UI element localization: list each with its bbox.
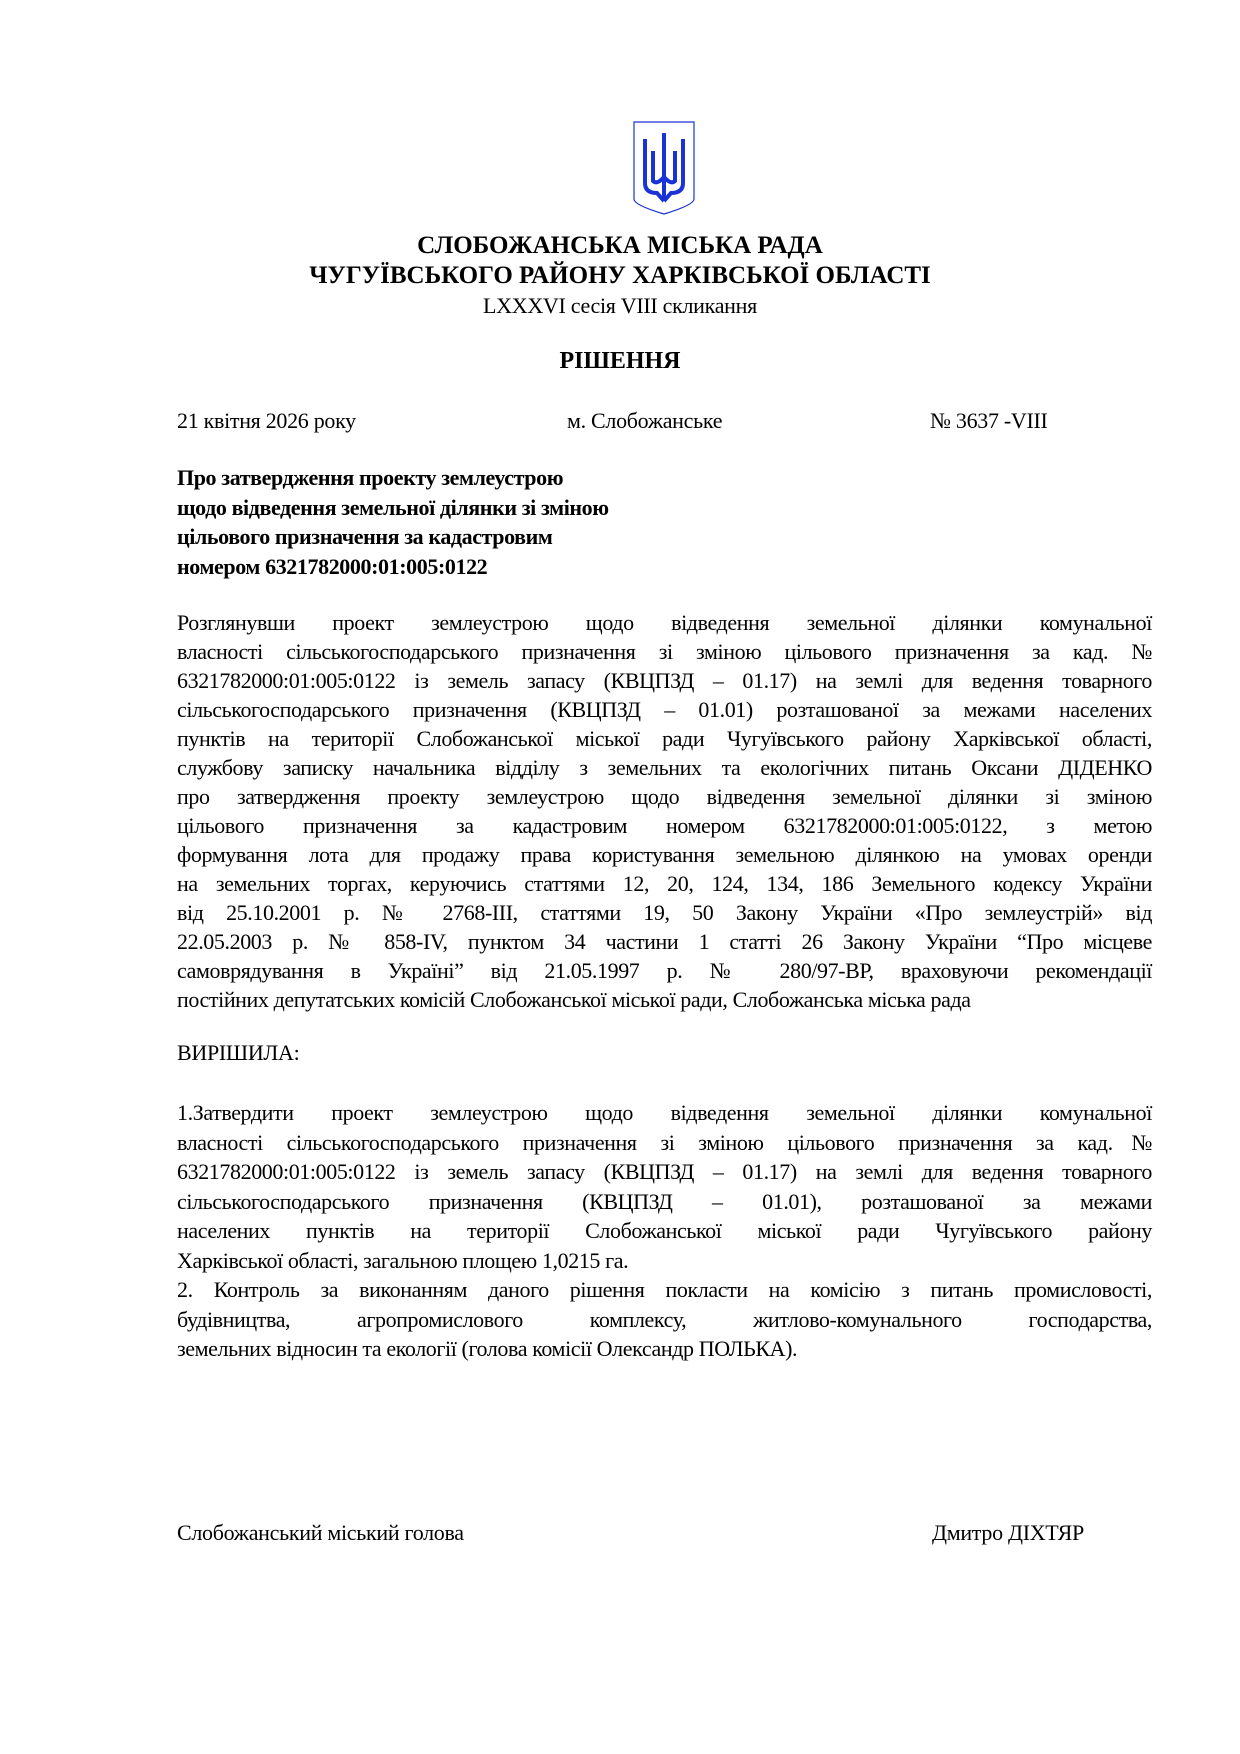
preamble-line: на земельних торгах, керуючись статтями 12, 20, 124, 134, 186 Земельного кодексу України xyxy=(177,871,1152,896)
preamble-line: постійних депутатських комісій Слобожанської міської ради, Слобожанська міська рада xyxy=(177,987,971,1012)
subject-line: номером 6321782000:01:005:0122 xyxy=(177,553,488,579)
preamble-line: формування лота для продажу права користування земельною ділянкою на умовах оренди xyxy=(177,842,1152,867)
items-line: Харківської області, загальною площею 1,0215 га. xyxy=(177,1247,629,1273)
preamble-line: 22.05.2003 р. № 858-IV, пунктом 34 частини 1 статті 26 Закону України “Про місцеве xyxy=(177,929,1152,954)
items-line: населених пунктів на території Слобожанської міської ради Чугуївського району xyxy=(177,1218,1152,1243)
preamble-line: сільськогосподарського призначення (КВЦПЗД – 01.01) розташованої за межами населених xyxy=(177,697,1152,722)
subject-line: Про затвердження проекту землеустрою xyxy=(177,465,564,490)
items-line: будівництва, агропромислового комплексу, житлово-комунального господарства, xyxy=(177,1306,1152,1332)
items-line: земельних відносин та екології (голова комісії Олександр ПОЛЬКА). xyxy=(177,1336,798,1361)
items-line: 1.Затвердити проект землеустрою щодо відведення земельної ділянки комунальної xyxy=(177,1100,1152,1125)
signature-position: Слобожанський міський голова xyxy=(177,1520,464,1545)
preamble-line: 6321782000:01:005:0122 із земель запасу (КВЦПЗД – 01.17) на землі для ведення товарного xyxy=(177,668,1152,693)
preamble-line: Розглянувши проект землеустрою щодо відведення земельної ділянки комунальної xyxy=(177,610,1152,635)
resolved-heading: ВИРІШИЛА: xyxy=(177,1040,300,1065)
decision-date: 21 квітня 2026 року xyxy=(177,408,356,433)
preamble-line: від 25.10.2001 р. № 2768-ІІІ, статтями 19, 50 Закону України «Про землеустрій» від xyxy=(177,900,1152,925)
session-label: LXXXVI сесія VIII скликання xyxy=(483,293,757,318)
preamble-line: самоврядування в Україні” від 21.05.1997 р. № 280/97-ВР, враховуючи рекомендації xyxy=(177,958,1152,983)
decision-number: № 3637 -VIII xyxy=(930,408,1048,433)
preamble-line: власності сільськогосподарського призначення зі зміною цільового призначення за кад. № xyxy=(177,639,1152,664)
council-name: СЛОБОЖАНСЬКА МІСЬКА РАДА xyxy=(417,232,823,259)
items-line: 2. Контроль за виконанням даного рішення покласти на комісію з питань промисловості, xyxy=(177,1277,1152,1302)
decision-place: м. Слобожанське xyxy=(567,408,723,433)
preamble-line: службову записку начальника відділу з земельних та екологічних питань Оксани ДІДЕНКО xyxy=(177,755,1152,780)
document-type: РІШЕННЯ xyxy=(559,348,681,374)
signature-name: Дмитро ДІХТЯР xyxy=(932,1520,1084,1545)
items-line: 6321782000:01:005:0122 із земель запасу (КВЦПЗД – 01.17) на землі для ведення товарного xyxy=(177,1159,1152,1184)
subject-line: щодо відведення земельної ділянки зі зміною xyxy=(177,494,609,520)
items-line: сільськогосподарського призначення (КВЦПЗД – 01.01), розташованої за межами xyxy=(177,1188,1152,1214)
preamble-line: про затвердження проекту землеустрою щодо відведення земельної ділянки зі зміною xyxy=(177,784,1152,809)
district-name: ЧУГУЇВСЬКОГО РАЙОНУ ХАРКІВСЬКОЇ ОБЛАСТІ xyxy=(309,262,931,289)
subject-line: цільового призначення за кадастровим xyxy=(177,524,553,549)
preamble-line: пунктів на території Слобожанської міської ради Чугуївського району Харківської області, xyxy=(177,726,1152,751)
coat-of-arms-icon xyxy=(633,121,695,215)
items-line: власності сільськогосподарського призначення зі зміною цільового призначення за кад.№ xyxy=(177,1129,1152,1155)
preamble-line: цільового призначення за кадастровим номером 6321782000:01:005:0122, з метою xyxy=(177,813,1152,838)
